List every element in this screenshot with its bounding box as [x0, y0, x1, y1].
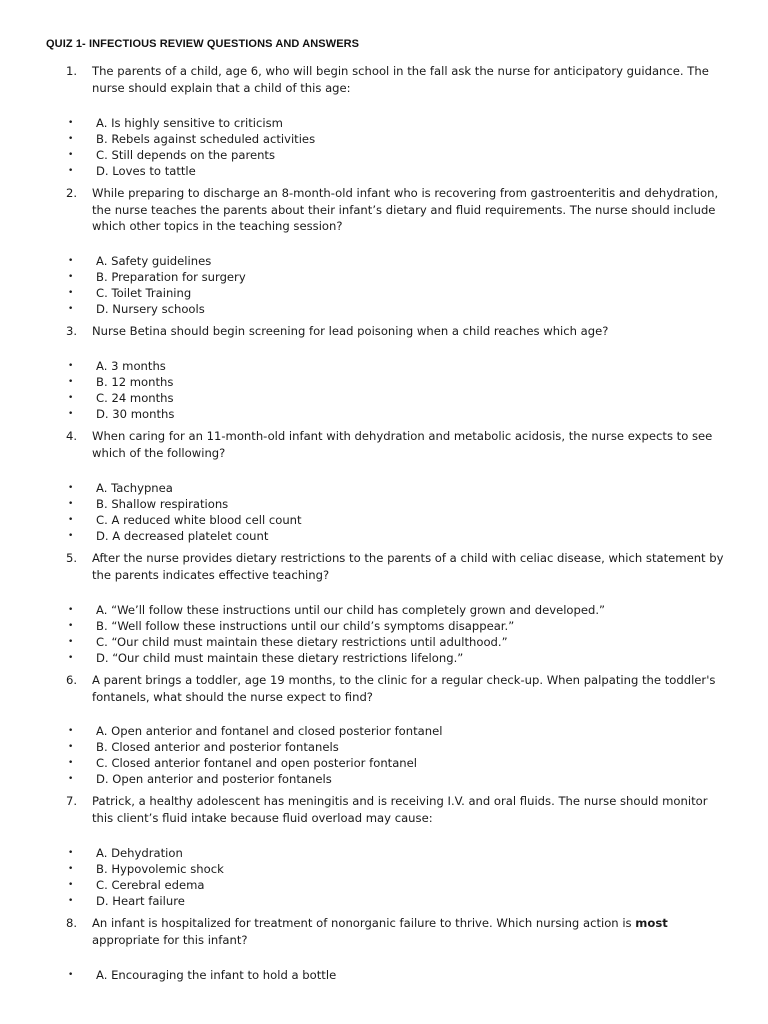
option-text: B. Shallow respirations: [96, 496, 229, 511]
question-text-start: An infant is hospitalized for treatment of nonorganic failure to thrive. Which nursing action is: [92, 916, 636, 930]
option-text: A. “We’ll follow these instructions until our child has completely grown and developed.”: [96, 603, 606, 617]
question-text: While preparing to discharge an 8-month-old infant who is recovering from gastroenteritis and dehydration, the nurse teaches the parents about their infant’s dietary and fluid requirements. The nurse should include which other topics in the teaching session?: [92, 186, 719, 233]
question-number: 7.: [66, 794, 78, 808]
bullet-icon: •: [68, 287, 74, 298]
option-text: C. Closed anterior fontanel and open posterior fontanel: [96, 755, 418, 770]
question-number: 6.: [66, 673, 78, 687]
question-text: When caring for an 11-month-old infant with dehydration and metabolic acidosis, the nurse expects to see which of the following?: [92, 429, 713, 460]
question-number: 5.: [66, 551, 78, 565]
option-text: A. 3 months: [96, 359, 166, 373]
option-text: B. Hypovolemic shock: [96, 861, 224, 876]
bullet-icon: •: [68, 895, 74, 906]
question-1: [66, 63, 726, 96]
option-text: A. Is highly sensitive to criticism: [96, 116, 283, 130]
option-item: [66, 481, 726, 497]
bullet-icon: •: [68, 848, 74, 858]
bullet-icon: •: [68, 879, 74, 890]
option-item: [66, 254, 726, 270]
option-item: [66, 286, 726, 302]
bullet-icon: •: [68, 303, 74, 314]
bullet-icon: •: [68, 483, 74, 493]
option-text: D. Loves to tattle: [96, 163, 196, 178]
option-item: [66, 148, 726, 164]
question-number: 8.: [66, 916, 78, 930]
bullet-icon: •: [68, 271, 74, 282]
option-text: B. “Well follow these instructions until our child’s symptoms disappear.”: [96, 618, 515, 633]
option-item: [66, 862, 726, 878]
bullet-icon: •: [68, 636, 74, 647]
option-text: B. Preparation for surgery: [96, 269, 246, 284]
option-item: [66, 359, 726, 375]
bullet-icon: •: [68, 652, 74, 663]
question-text-end: appropriate for this infant?: [92, 932, 248, 947]
question-4: [66, 428, 726, 461]
option-text: C. Toilet Training: [96, 285, 192, 300]
question-number: 1.: [66, 64, 78, 78]
bullet-icon: •: [68, 605, 74, 615]
bullet-icon: •: [68, 149, 74, 160]
option-text: A. Encouraging the infant to hold a bottle: [96, 968, 337, 982]
bullet-icon: •: [68, 376, 74, 387]
bullet-icon: •: [68, 741, 74, 752]
option-item: [66, 391, 726, 407]
options-list-7: [66, 846, 726, 910]
option-item: [66, 529, 726, 545]
question-number: 3.: [66, 324, 78, 338]
bullet-icon: •: [68, 726, 74, 736]
option-item: [66, 846, 726, 862]
option-text: C. Still depends on the parents: [96, 147, 276, 162]
option-text: C. “Our child must maintain these dietary restrictions until adulthood.”: [96, 634, 508, 649]
option-item: [66, 116, 726, 132]
question-text: The parents of a child, age 6, who will begin school in the fall ask the nurse for anticipatory guidance. The nurse should explain that a child of this age:: [92, 64, 709, 95]
options-list-2: [66, 254, 726, 318]
option-item: [66, 772, 726, 788]
option-item: [66, 302, 726, 318]
option-text: C. A reduced white blood cell count: [96, 512, 302, 527]
bullet-icon: •: [68, 863, 74, 874]
options-list-4: [66, 481, 726, 545]
option-item: [66, 968, 726, 984]
options-list-6: [66, 724, 726, 788]
option-text: D. 30 months: [96, 406, 175, 421]
option-text: A. Safety guidelines: [96, 254, 212, 268]
option-text: D. Open anterior and posterior fontanels: [96, 771, 332, 786]
options-list-5: [66, 603, 726, 667]
bullet-icon: •: [68, 970, 74, 980]
option-text: C. 24 months: [96, 390, 174, 405]
option-item: [66, 651, 726, 667]
option-text: D. Heart failure: [96, 893, 185, 908]
question-8: [66, 915, 726, 948]
option-item: [66, 513, 726, 529]
option-item: [66, 603, 726, 619]
bullet-icon: •: [68, 514, 74, 525]
option-item: [66, 270, 726, 286]
option-item: [66, 164, 726, 180]
bullet-icon: •: [68, 133, 74, 144]
question-2: [66, 185, 726, 235]
document-title: QUIZ 1- INFECTIOUS REVIEW QUESTIONS AND ANSWERS: [46, 38, 360, 50]
question-text: Patrick, a healthy adolescent has meningitis and is receiving I.V. and oral fluids. The nurse should monitor this client’s fluid intake because fluid overload may cause:: [92, 794, 708, 825]
option-text: A. Dehydration: [96, 846, 183, 860]
option-text: D. A decreased platelet count: [96, 528, 269, 543]
question-number: 4.: [66, 429, 78, 443]
option-item: [66, 756, 726, 772]
bullet-icon: •: [68, 773, 74, 784]
emphasis-word: most: [635, 916, 668, 930]
option-item: [66, 497, 726, 513]
option-item: [66, 894, 726, 910]
option-text: B. 12 months: [96, 374, 174, 389]
option-text: C. Cerebral edema: [96, 877, 205, 892]
bullet-icon: •: [68, 620, 74, 631]
option-item: [66, 375, 726, 391]
bullet-icon: •: [68, 392, 74, 403]
option-text: B. Closed anterior and posterior fontanels: [96, 739, 339, 754]
bullet-icon: •: [68, 530, 74, 541]
option-text: D. “Our child must maintain these dietary restrictions lifelong.”: [96, 650, 464, 665]
question-text: A parent brings a toddler, age 19 months, to the clinic for a regular check-up. When palpating the toddler's fontanels, what should the nurse expect to find?: [92, 673, 716, 704]
options-list-8: [66, 968, 726, 984]
options-list-3: [66, 359, 726, 423]
option-text: B. Rebels against scheduled activities: [96, 131, 316, 146]
question-5: [66, 550, 726, 583]
bullet-icon: •: [68, 361, 74, 371]
question-6: [66, 672, 726, 705]
option-item: [66, 635, 726, 651]
option-item: [66, 878, 726, 894]
option-item: [66, 132, 726, 148]
question-text: Nurse Betina should begin screening for lead poisoning when a child reaches which age?: [92, 324, 609, 338]
bullet-icon: •: [68, 118, 74, 128]
option-text: A. Open anterior and fontanel and closed posterior fontanel: [96, 724, 443, 738]
bullet-icon: •: [68, 165, 74, 176]
option-text: A. Tachypnea: [96, 481, 173, 495]
bullet-icon: •: [68, 408, 74, 419]
option-item: [66, 407, 726, 423]
option-item: [66, 619, 726, 635]
bullet-icon: •: [68, 498, 74, 509]
question-7: [66, 793, 726, 826]
question-number: 2.: [66, 186, 78, 200]
option-text: D. Nursery schools: [96, 301, 205, 316]
options-list-1: [66, 116, 726, 180]
question-text: After the nurse provides dietary restrictions to the parents of a child with celiac disease, which statement by the parents indicates effective teaching?: [92, 551, 724, 582]
question-text: [92, 915, 726, 948]
option-item: [66, 724, 726, 740]
bullet-icon: •: [68, 256, 74, 266]
option-item: [66, 740, 726, 756]
bullet-icon: •: [68, 757, 74, 768]
question-3: [66, 323, 726, 340]
